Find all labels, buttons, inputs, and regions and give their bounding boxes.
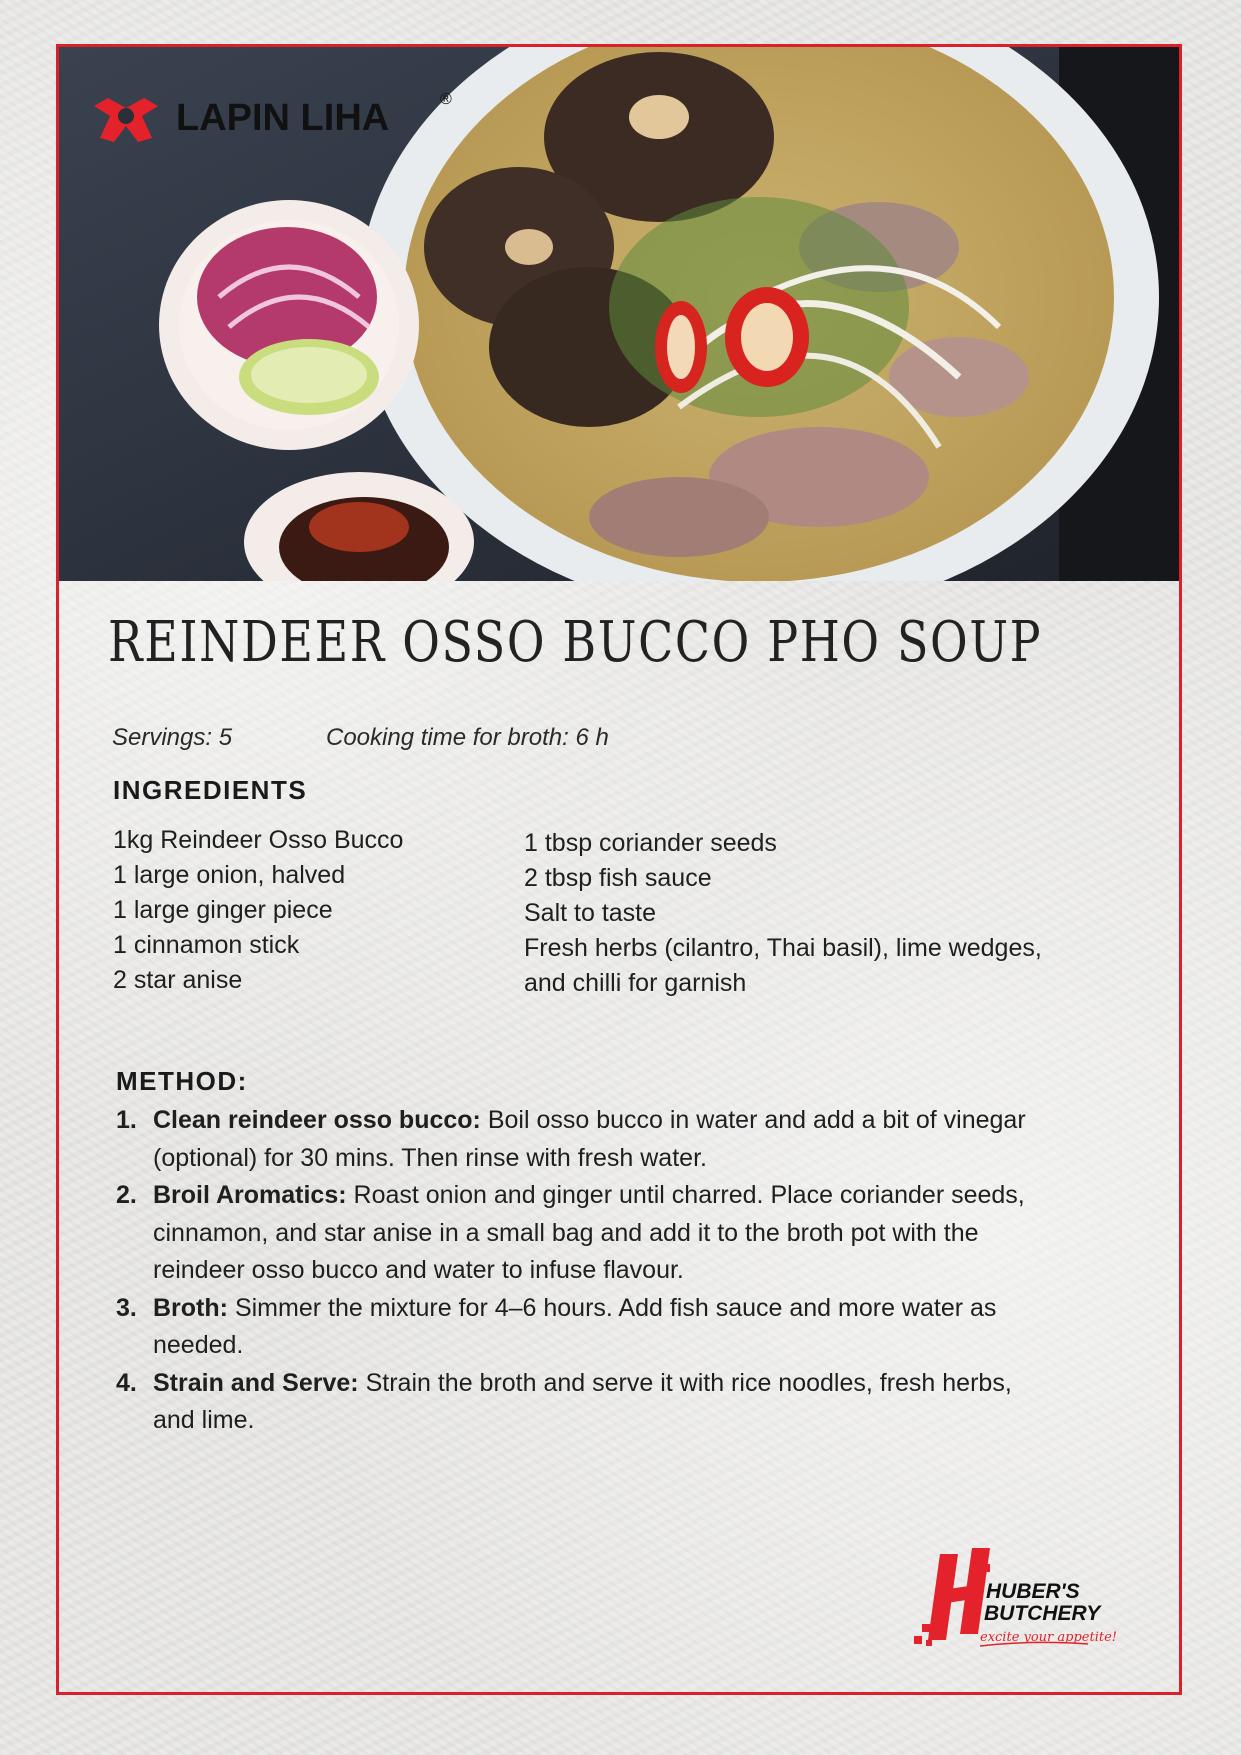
ingredient-item: 2 star anise [113,966,243,994]
method-step [112,1102,1102,1177]
step-text: Roast onion and ginger until charred. Place coriander seeds, [353,1181,1025,1209]
hubers-butchery-logo [912,1544,1144,1654]
step-term: Broil Aromatics: [153,1181,347,1209]
step-text: cinnamon, and star anise in a small bag and add it to the broth pot with the [153,1218,979,1247]
step-text: reindeer osso bucco and water to infuse flavour. [153,1256,684,1284]
step-text: needed. [153,1331,244,1359]
servings-text: Servings: 5 [112,724,233,751]
method-step [112,1290,1102,1365]
ingredient-item: 1kg Reindeer Osso Bucco [113,826,404,854]
reindeer-emblem-icon [94,98,158,142]
step-text: Strain the broth and serve it with rice noodles, fresh herbs, [365,1368,1012,1397]
step-text: and lime. [153,1406,255,1434]
step-text: Boil osso bucco in water and add a bit of vinegar [487,1106,1026,1134]
step-term: Clean reindeer osso bucco: [153,1106,481,1134]
logo-line1: HUBER'S [986,1580,1080,1603]
ingredient-item: 1 large onion, halved [113,861,346,889]
h-emblem-icon [914,1548,990,1646]
ingredient-item: Fresh herbs (cilantro, Thai basil), lime wedges, [524,934,1042,962]
step-term: Strain and Serve: [153,1368,359,1397]
step-term: Broth: [153,1293,228,1322]
ingredients-heading: INGREDIENTS [113,775,308,805]
step-number: 1. [116,1106,137,1134]
ingredient-item: 1 large ginger piece [113,896,333,924]
step-text: (optional) for 30 mins. Then rinse with fresh water. [153,1143,707,1172]
recipe-title: REINDEER OSSO BUCCO PHO SOUP [108,610,1043,675]
ingredient-item: 2 tbsp fish sauce [524,864,712,892]
registered-mark: ® [440,91,452,108]
method-step [112,1365,1102,1440]
step-number: 2. [116,1181,137,1209]
step-text: Simmer the mixture for 4–6 hours. Add fish sauce and more water as [234,1293,997,1322]
ingredients-left-list [113,823,403,998]
ingredients-right-list [524,826,1042,1001]
cooking-time-text: Cooking time for broth: 6 h [326,724,609,751]
method-steps [112,1102,1102,1440]
logo-line2: BUTCHERY [984,1602,1101,1625]
ingredient-item: 1 cinnamon stick [113,931,300,959]
method-step [112,1177,1102,1290]
ingredient-item: and chilli for garnish [524,969,747,997]
method-heading: METHOD: [116,1066,248,1096]
ingredient-item: 1 tbsp coriander seeds [524,829,777,857]
logo-tagline: excite your appetite! [980,1630,1118,1645]
step-number: 3. [116,1293,137,1322]
step-number: 4. [116,1368,137,1397]
lapin-liha-logo [86,76,486,156]
ingredient-item: Salt to taste [524,899,657,927]
brand-name: LAPIN LIHA [176,97,390,139]
